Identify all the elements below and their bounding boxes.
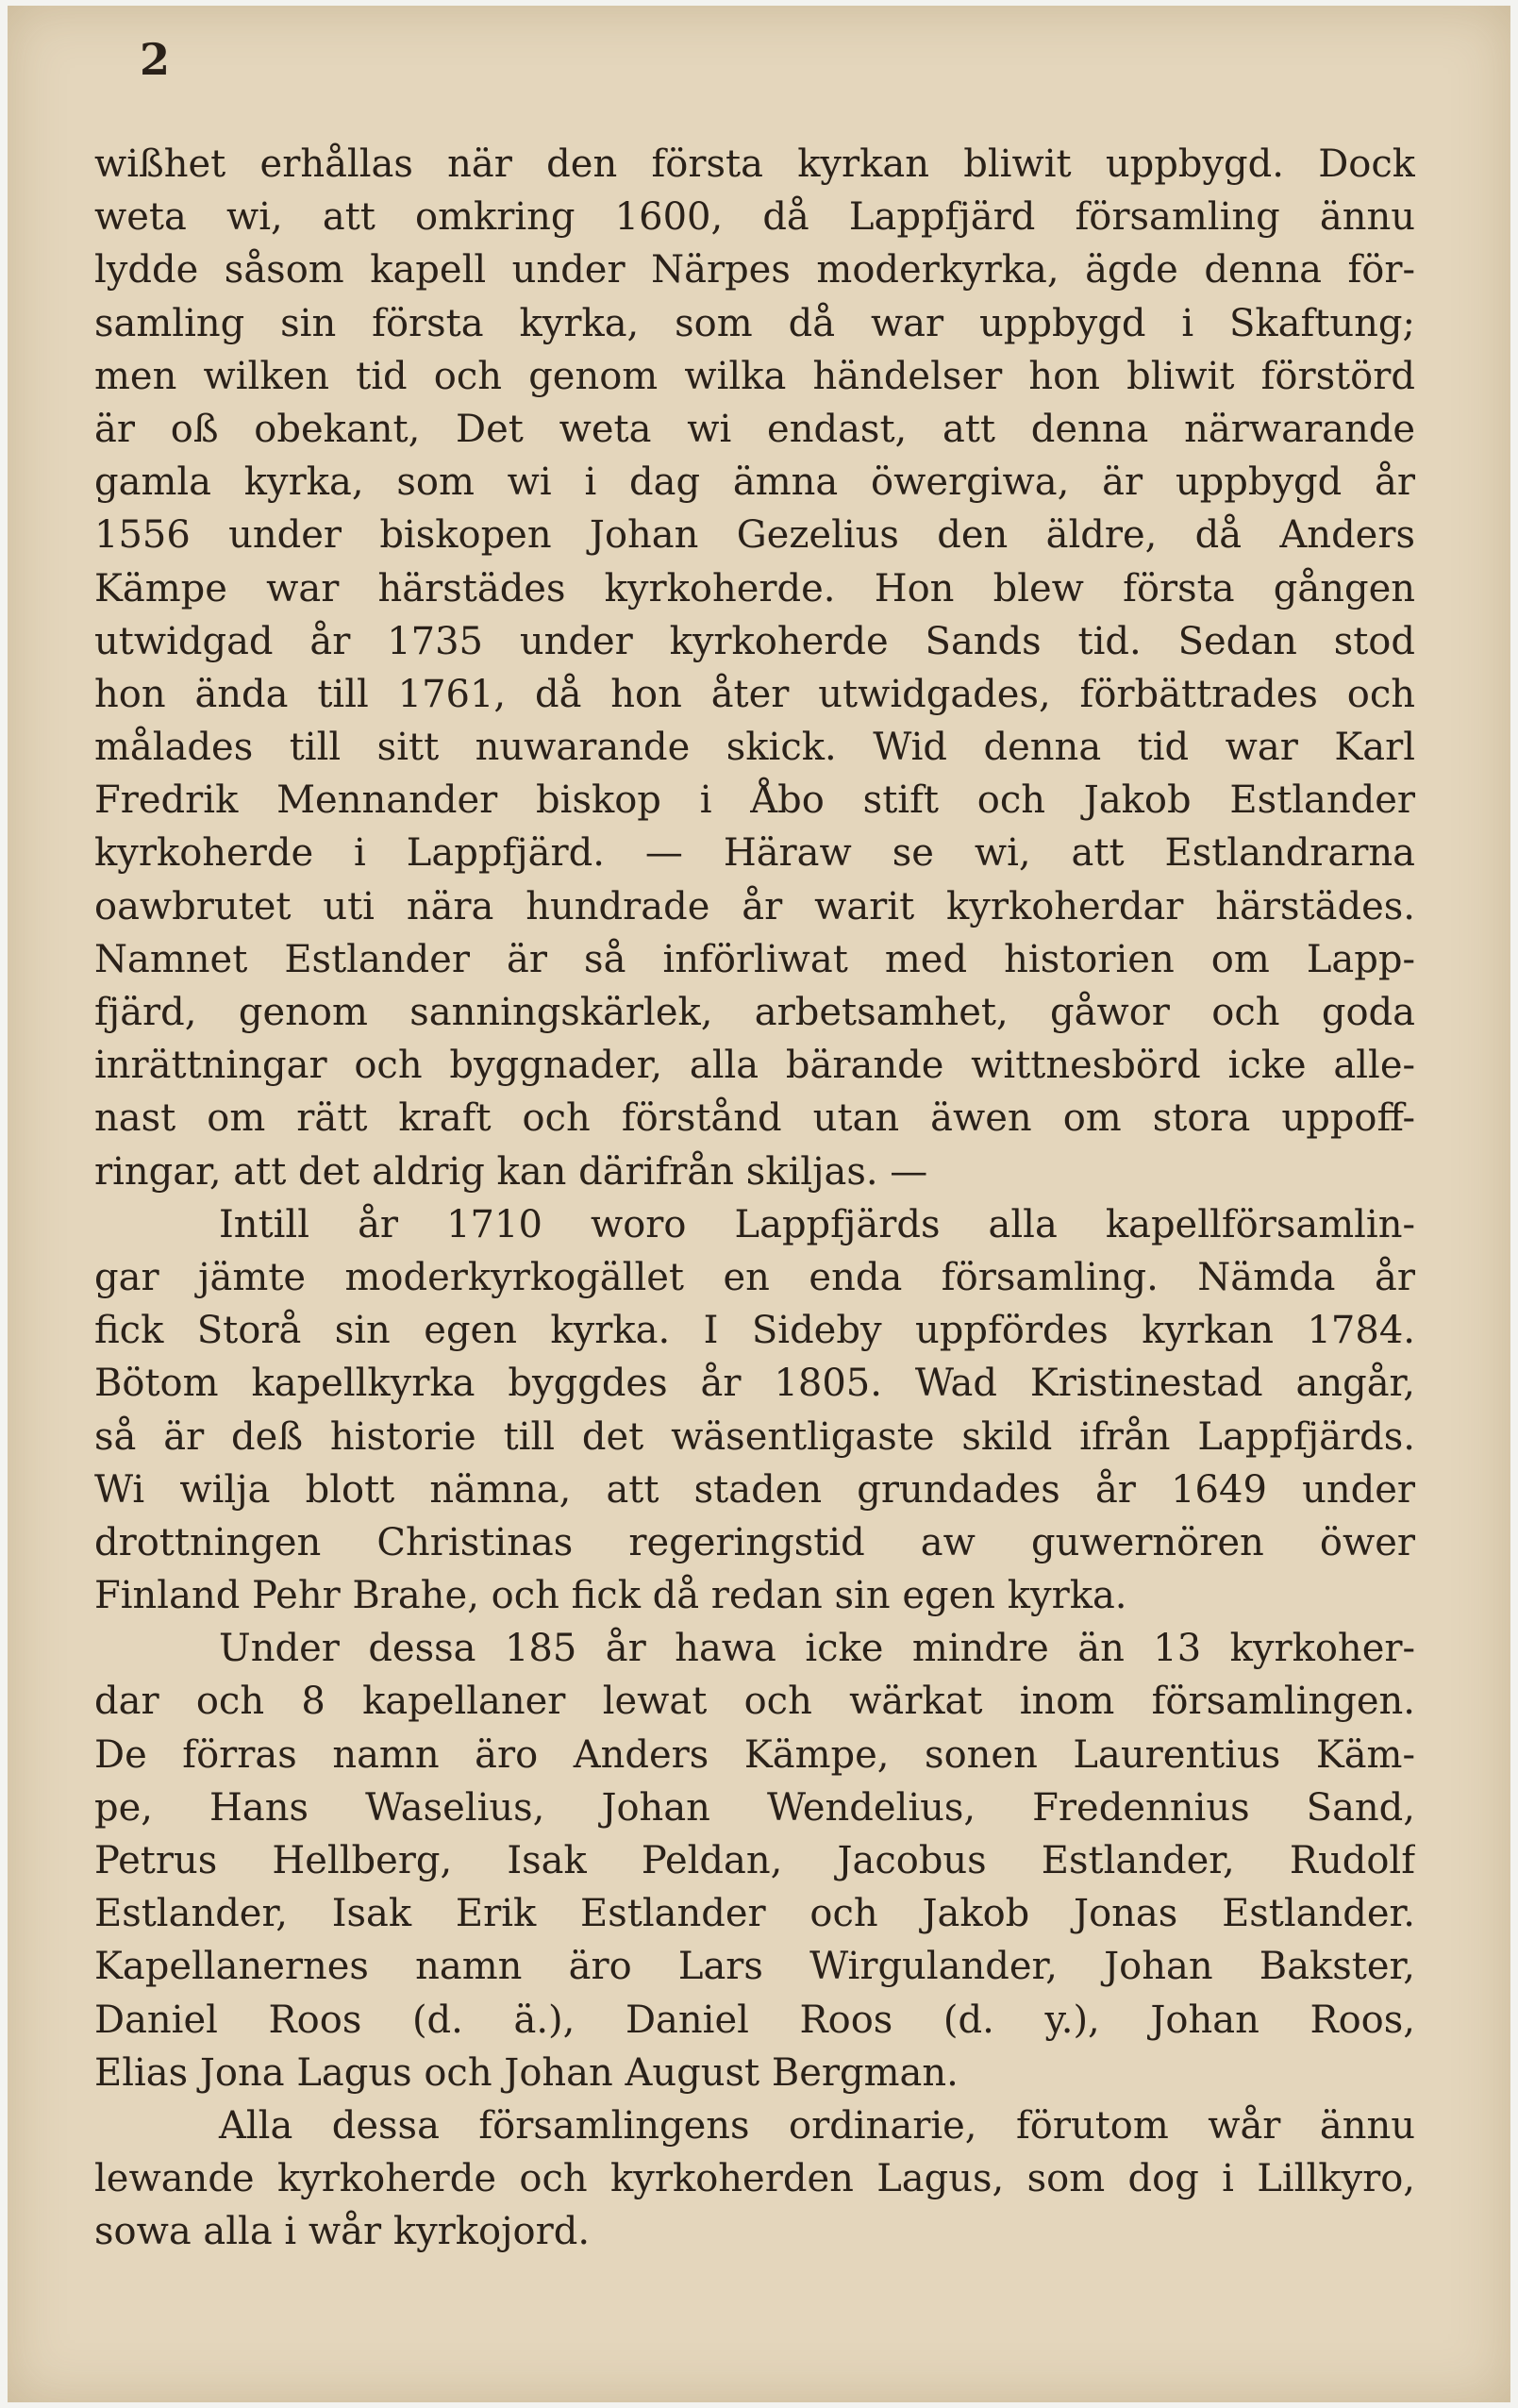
text-line: sowa alla i wår kyrkojord. xyxy=(94,2210,591,2254)
text-line: Petrus Hellberg, Isak Peldan, Jacobus Estlander, Rudolf xyxy=(94,1839,1415,1882)
text-line: fjärd, genom sanningskärlek, arbetsamhet, gåwor och goda xyxy=(94,991,1415,1034)
text-line: Kämpe war härstädes kyrkoherde. Hon blew första gången xyxy=(94,566,1415,610)
text-line: dar och 8 kapellaner lewat och wärkat inom församlingen. xyxy=(94,1680,1415,1724)
text-line: De förras namn äro Anders Kämpe, sonen Laurentius Käm- xyxy=(94,1732,1415,1777)
text-line: kyrkoherde i Lappfjärd. — Häraw se wi, att Estlandrarna xyxy=(94,831,1415,876)
text-line: pe, Hans Waselius, Johan Wendelius, Fredennius Sand, xyxy=(94,1785,1415,1830)
text-line: nast om rätt kraft och förstånd utan äwen om stora uppoff- xyxy=(94,1096,1415,1141)
text-line: ringar, att det aldrig kan därifrån skiljas. — xyxy=(94,1149,928,1194)
text-line: Fredrik Mennander biskop i Åbo stift och Jakob Estlander xyxy=(94,778,1415,823)
text-line: fick Storå sin egen kyrka. I Sideby uppfördes kyrkan 1784. xyxy=(94,1309,1415,1353)
text-line: wißhet erhållas när den första kyrkan bliwit uppbygd. Dock xyxy=(94,142,1415,186)
text-line: drottningen Christinas regeringstid aw guwernören öwer xyxy=(94,1520,1415,1564)
text-line: utwidgad år 1735 under kyrkoherde Sands tid. Sedan stod xyxy=(94,619,1415,663)
text-line: Daniel Roos (d. ä.), Daniel Roos (d. y.), Johan Roos, xyxy=(94,1998,1415,2042)
page-number: 2 xyxy=(140,34,171,85)
text-line: så är deß historie till det wäsentligaste skild ifrån Lappfjärds. xyxy=(94,1414,1415,1459)
text-line: lydde såsom kapell under Närpes moderkyrka, ägde denna för- xyxy=(94,248,1415,293)
text-line: weta wi, att omkring 1600, då Lappfjärd församling ännu xyxy=(94,195,1415,240)
text-line: gar jämte moderkyrkogället en enda församling. Nämda år xyxy=(94,1255,1415,1299)
text-line: är oß obekant, Det weta wi endast, att denna närwarande xyxy=(94,407,1415,451)
text-line: 1556 under biskopen Johan Gezelius den äldre, då Anders xyxy=(94,513,1415,558)
text-line: gamla kyrka, som wi i dag ämna öwergiwa, är uppbygd år xyxy=(94,460,1415,505)
text-line: lewande kyrkoherde och kyrkoherden Lagus, som dog i Lillkyro, xyxy=(94,2157,1415,2201)
text-line: Under dessa 185 år hawa icke mindre än 13 kyrkoher- xyxy=(219,1627,1415,1671)
text-line: inrättningar och byggnader, alla bärande wittnesbörd icke alle- xyxy=(94,1044,1415,1088)
book-page xyxy=(8,6,1510,2402)
text-line: Elias Jona Lagus och Johan August Bergman. xyxy=(94,2050,959,2095)
text-line: samling sin första kyrka, som då war uppbygd i Skaftung; xyxy=(94,301,1415,345)
text-line: Finland Pehr Brahe, och fick då redan sin egen kyrka. xyxy=(94,1574,1127,1618)
text-line: oawbrutet uti nära hundrade år warit kyrkoherdar härstädes. xyxy=(94,884,1415,928)
body-text xyxy=(94,138,1415,2259)
text-line: målades till sitt nuwarande skick. Wid denna tid war Karl xyxy=(94,726,1415,770)
text-line: men wilken tid och genom wilka händelser hon bliwit förstörd xyxy=(94,354,1415,398)
text-line: Estlander, Isak Erik Estlander och Jakob Jonas Estlander. xyxy=(94,1892,1415,1936)
text-line: Intill år 1710 woro Lappfjärds alla kapellförsamlin- xyxy=(219,1202,1415,1246)
text-line: Kapellanernes namn äro Lars Wirgulander, Johan Bakster, xyxy=(94,1945,1415,1989)
text-line: Bötom kapellkyrka byggdes år 1805. Wad Kristinestad angår, xyxy=(94,1362,1415,1406)
text-line: Alla dessa församlingens ordinarie, förutom wår ännu xyxy=(219,2103,1415,2148)
text-line: Namnet Estlander är så införliwat med historien om Lapp- xyxy=(94,937,1415,981)
text-line: Wi wilja blott nämna, att staden grundades år 1649 under xyxy=(94,1467,1415,1512)
text-line: hon ända till 1761, då hon åter utwidgades, förbättrades och xyxy=(94,672,1415,716)
